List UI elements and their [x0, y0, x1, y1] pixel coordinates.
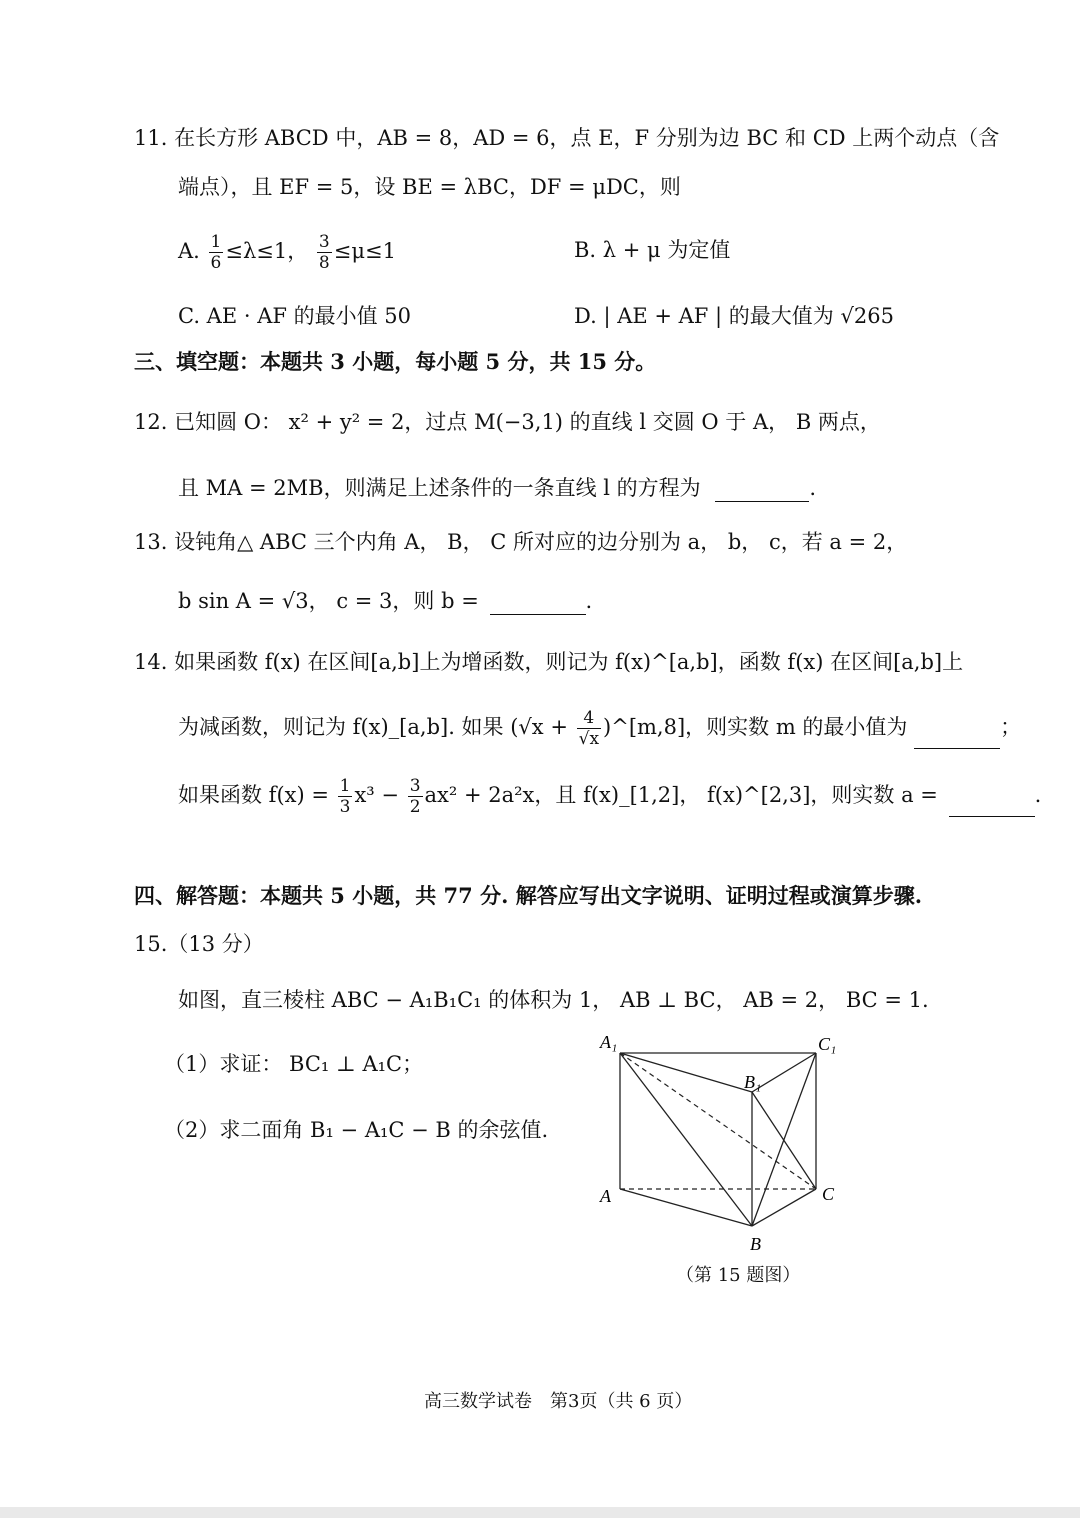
- q11-option-b: B. λ + μ 为定值: [574, 238, 731, 262]
- q14-line3-text-b: ax² + 2a²x，且 f(x)_[1,2]， f(x)^[2,3]，则实数 a =: [424, 783, 938, 807]
- q14-answer-blank-2[interactable]: [949, 794, 1035, 817]
- page-footer: 高三数学试卷 第3页（共 6 页）: [424, 1391, 693, 1412]
- label-c: C: [822, 1184, 835, 1204]
- q14-line2-text-a: 为减函数，则记为 f(x)_[a,b]. 如果 (√x +: [178, 715, 568, 739]
- fraction-numerator: 3: [318, 232, 330, 252]
- q14-line3-text-a: 如果函数 f(x) =: [178, 783, 329, 807]
- q14-answer-blank-1[interactable]: [914, 726, 1000, 749]
- q14-line2-fraction: [577, 708, 601, 749]
- q11-option-d: D. | AE + AF | 的最大值为 √265: [574, 304, 894, 328]
- q12-line2: [178, 474, 816, 502]
- label-b1: B₁: [744, 1072, 762, 1092]
- q15-part-2: （2）求二面角 B₁ − A₁C − B 的余弦值.: [164, 1118, 549, 1142]
- label-c1: C₁: [818, 1034, 837, 1054]
- label-b: B: [750, 1234, 761, 1254]
- q12-line2-text: 且 MA = 2MB，则满足上述条件的一条直线 l 的方程为: [178, 476, 701, 500]
- q14-line2: [178, 708, 1021, 749]
- edge-b-c: [752, 1189, 816, 1226]
- q13-line2: [178, 587, 592, 615]
- q14-line3-end: .: [1034, 783, 1042, 807]
- q13-end: .: [585, 589, 593, 613]
- q12-line1: 12. 已知圆 O： x² + y² = 2，过点 M(−3,1) 的直线 l 交圆 O 于 A， B 两点，: [134, 410, 881, 434]
- q11-option-a-text1: ≤λ≤1，: [225, 239, 309, 263]
- fraction-numerator: 1: [339, 776, 351, 796]
- q14-line3-text-mid: x³ −: [354, 783, 400, 807]
- segment-b1-c: [752, 1092, 816, 1189]
- hidden-segment-a1-c: [620, 1053, 816, 1189]
- section-4-heading: 四、解答题：本题共 5 小题，共 77 分. 解答应写出文字说明、证明过程或演算步骤.: [134, 883, 923, 908]
- q13-line1: 13. 设钝角△ ABC 三个内角 A， B， C 所对应的边分别为 a， b， c，若 a = 2，: [134, 530, 908, 554]
- q14-line1: 14. 如果函数 f(x) 在区间[a,b]上为增函数，则记为 f(x)^[a,b]，函数 f(x) 在区间[a,b]上: [134, 650, 964, 674]
- fraction-denominator: 6: [210, 253, 222, 273]
- fraction-denominator: √x: [578, 729, 600, 749]
- q11-option-a-fraction2: [317, 232, 332, 273]
- q11-option-a-text2: ≤μ≤1: [333, 239, 396, 263]
- q15-heading: 15.（13 分）: [134, 932, 264, 956]
- label-a1: A₁: [600, 1032, 618, 1052]
- fraction-denominator: 2: [409, 797, 421, 817]
- edge-a-b: [620, 1189, 752, 1226]
- edge-b1-c1: [752, 1053, 816, 1092]
- q11-option-a-label: A.: [178, 239, 200, 263]
- q11-line2: 端点），且 EF = 5，设 BE = λBC，DF = μDC，则: [178, 175, 681, 199]
- label-a: A: [600, 1186, 611, 1206]
- fraction-numerator: 3: [409, 776, 421, 796]
- segment-a1-b: [620, 1053, 752, 1226]
- q11-line1: 11. 在长方形 ABCD 中，AB = 8，AD = 6，点 E，F 分别为边 BC 和 CD 上两个动点（含: [134, 126, 1000, 150]
- q15-stem: 如图，直三棱柱 ABC − A₁B₁C₁ 的体积为 1， AB ⊥ BC， AB = 2， BC = 1.: [178, 988, 929, 1012]
- figure-caption: （第 15 题图）: [676, 1265, 801, 1286]
- q11-option-a: [178, 232, 396, 273]
- q13-line2-text: b sin A = √3， c = 3，则 b =: [178, 589, 479, 613]
- fraction-denominator: 8: [318, 253, 330, 273]
- bottom-edge: [0, 1507, 1080, 1518]
- q12-answer-blank[interactable]: [715, 479, 809, 502]
- section-3-heading: 三、填空题：本题共 3 小题，每小题 5 分，共 15 分。: [134, 349, 657, 374]
- q14-line2-text-b: )^[m,8]，则实数 m 的最小值为: [603, 715, 908, 739]
- q11-option-c: C. AE · AF 的最小值 50: [178, 304, 411, 328]
- fraction-numerator: 4: [577, 708, 601, 729]
- fraction-denominator: 3: [339, 797, 351, 817]
- edge-a1-b1: [620, 1053, 752, 1092]
- q12-end: .: [809, 476, 817, 500]
- q14-line2-end: ；: [1000, 715, 1022, 739]
- q11-option-a-fraction1: [209, 232, 224, 273]
- prism-figure: [590, 1028, 850, 1258]
- fraction-numerator: 1: [210, 232, 222, 252]
- q14-line3: [178, 776, 1041, 817]
- q13-answer-blank[interactable]: [490, 592, 586, 615]
- q14-line3-fraction1: [338, 776, 353, 817]
- q15-part-1: （1）求证： BC₁ ⊥ A₁C；: [164, 1052, 424, 1076]
- q14-line3-fraction2: [408, 776, 423, 817]
